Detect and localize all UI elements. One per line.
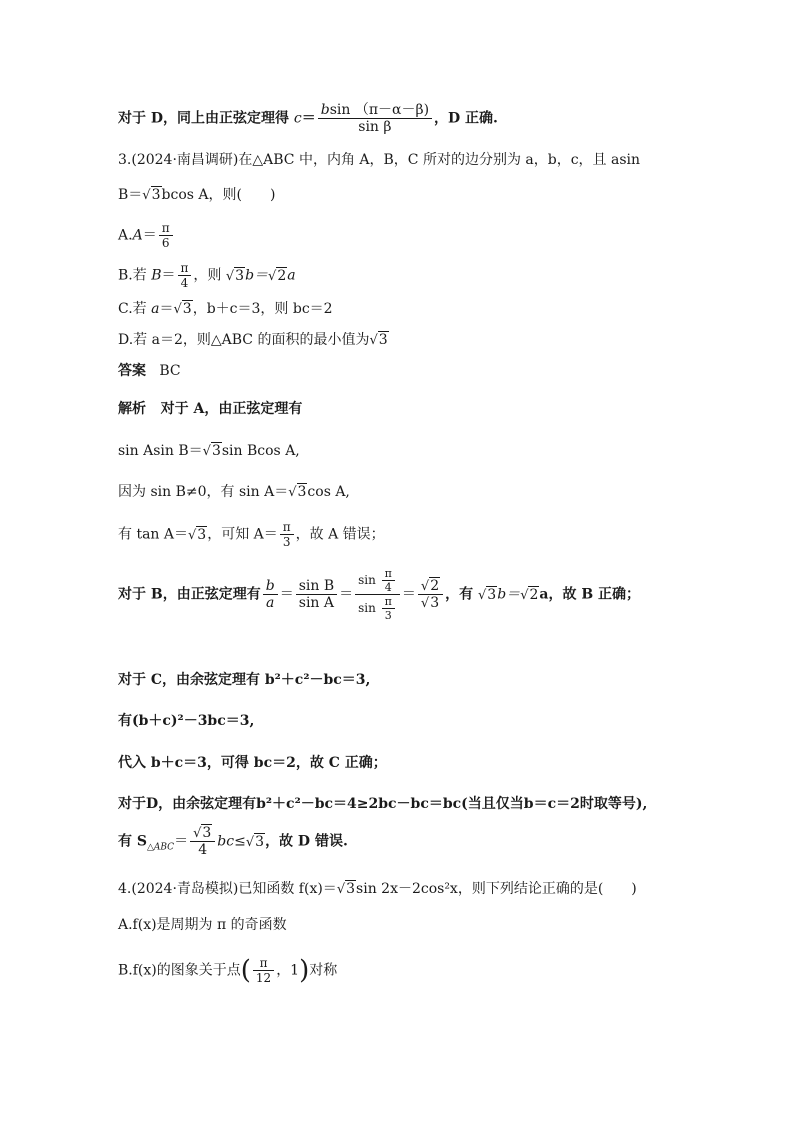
q3-option-a: A.A＝ $\frac{\pi}{6}$ — [118, 222, 175, 249]
q3-option-b: B.若 B＝ $\frac{\pi}{4}$ ，则 √3b＝√2a — [118, 261, 296, 290]
line-d-conclusion: 对于 D，同上由正弦定理得 c＝ $\frac{bsin (\pi-\alpha-\beta)}{\text{sin β}}$ ，D 正确. — [118, 102, 498, 135]
q3-option-c: C.若 a＝√3，b＋c＝3，则 bc＝2 — [118, 301, 333, 317]
solution-step-7: 代入 b＋c＝3，可得 bc＝2，故 C 正确； — [118, 755, 387, 771]
solution-step-1: sin Asin B＝√3sin Bcos A, — [118, 443, 300, 459]
q3-stem-line1: 3.(2024·南昌调研)在△ABC 中，内角 A，B，C 所对的边分别为 a，b，c，且 asin — [118, 152, 641, 168]
solution-step-5: 对于 C，由余弦定理有 b²＋c²－bc＝3, — [118, 672, 371, 688]
q3-stem-line2: B＝√3bcos A，则( ) — [118, 187, 276, 203]
solution-step-6: 有(b＋c)²－3bc＝3, — [118, 713, 255, 729]
q4-stem: 4.(2024·青岛模拟)已知函数 f(x)＝√3sin 2x－2cos²x，则下列结论正确的是( ) — [118, 881, 637, 897]
solution-heading: 解析 对于 A，由正弦定理有 — [118, 401, 303, 417]
solution-step-8: 对于D，由余弦定理有b²＋c²－bc＝4≥2bc－bc＝bc(当且仅当b＝c＝2时取等号), — [118, 796, 648, 812]
q3-option-d: D.若 a＝2，则△ABC 的面积的最小值为√3 — [118, 332, 388, 348]
solution-step-4: 对于 B，由正弦定理有 $\frac{b}{a}$ ＝ $\frac{\text{sin B}}{\text{sin A}}$ ＝ sin $\frac{\pi}{4}$ sin $\frac{\pi}{3}$ ＝ $\frac{√2}{√3}$ ，有 √3b＝√2a，故 B 正确； — [118, 567, 641, 622]
solution-step-9: 有 $S_{\triangle ABC}=$ $\frac{√3}{4}$ bc≤√3，故 D 错误. — [118, 825, 348, 858]
q4-option-b: B.f(x)的图象关于点( $\frac{\pi}{12}$ ，1)对称 — [118, 955, 338, 986]
solution-step-3: 有 tan A＝√3，可知 A＝ $\frac{\pi}{3}$ ，故 A 错误； — [118, 520, 385, 549]
solution-step-2: 因为 sin B≠0，有 sin A＝√3cos A, — [118, 484, 350, 500]
answer-line: 答案 BC — [118, 363, 181, 379]
q4-option-a: A.f(x)是周期为 π 的奇函数 — [118, 917, 287, 933]
